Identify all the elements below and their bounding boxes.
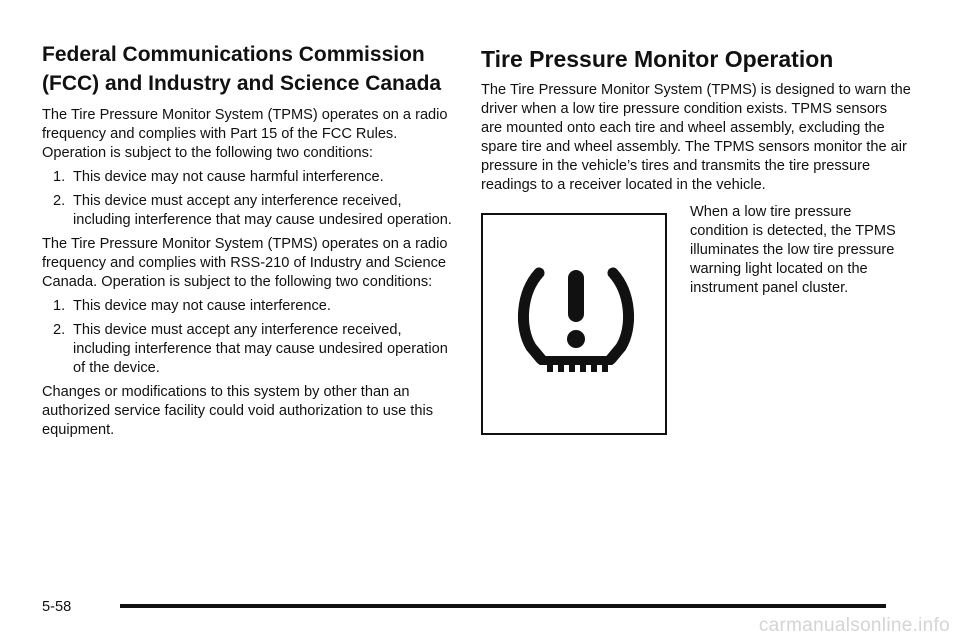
left-column bbox=[42, 40, 454, 445]
list-item-number: 1. bbox=[53, 298, 66, 314]
fcc-conditions-list bbox=[42, 168, 454, 230]
list-item bbox=[42, 321, 454, 378]
list-item-number: 1. bbox=[53, 169, 66, 185]
tpms-paragraph: The Tire Pressure Monitor System (TPMS) is designed to warn the driver when a low tire pressure condition exists. TPMS sensors are mounted onto each tire and wheel assembly, excluding the spare tire and wheel assembly. The TPMS sensors monitor the air pressure in the vehicle’s tires and transmits the tire pressure readings to a receiver located in the vehicle. bbox=[481, 82, 911, 193]
list-item bbox=[42, 168, 454, 187]
list-item-text: This device may not cause interference. bbox=[73, 298, 331, 314]
modifications-paragraph: Changes or modifications to this system by other than an authorized service facility could void authorization to use this equipment. bbox=[42, 384, 433, 438]
list-item bbox=[42, 192, 454, 230]
list-item-number: 2. bbox=[53, 322, 66, 338]
ic-conditions-list bbox=[42, 297, 454, 378]
list-item-text: This device may not cause harmful interference. bbox=[73, 169, 384, 185]
list-item bbox=[42, 297, 454, 316]
tpms-figure-row bbox=[481, 203, 911, 443]
footer-divider bbox=[120, 604, 886, 608]
tpms-heading: Tire Pressure Monitor Operation bbox=[481, 46, 834, 72]
fcc-heading: Federal Communications Commission (FCC) and Industry and Science Canada bbox=[42, 43, 442, 95]
list-item-number: 2. bbox=[53, 193, 66, 209]
warning-light-figure bbox=[481, 213, 667, 435]
list-item-text: This device must accept any interference received, including interference that may cause undesired operation. bbox=[73, 193, 452, 228]
ic-paragraph: The Tire Pressure Monitor System (TPMS) operates on a radio frequency and complies with RSS-210 of Industry and Science Canada. Operation is subject to the following two conditions: bbox=[42, 236, 448, 290]
watermark: carmanualsonline.info bbox=[758, 615, 950, 636]
fcc-paragraph-1: The Tire Pressure Monitor System (TPMS) operates on a radio frequency and complies with Part 15 of the FCC Rules. Operation is subject to the following two conditions: bbox=[42, 107, 448, 161]
warning-light-description: When a low tire pressure condition is detected, the TPMS illuminates the low tire pressure warning light located on the instrument panel cluster. bbox=[690, 204, 896, 296]
right-column bbox=[481, 45, 911, 443]
list-item-text: This device must accept any interference received, including interference that may cause undesired operation of the device. bbox=[73, 322, 448, 376]
tire-pressure-warning-icon bbox=[517, 255, 635, 385]
page-number: 5-58 bbox=[42, 599, 72, 615]
